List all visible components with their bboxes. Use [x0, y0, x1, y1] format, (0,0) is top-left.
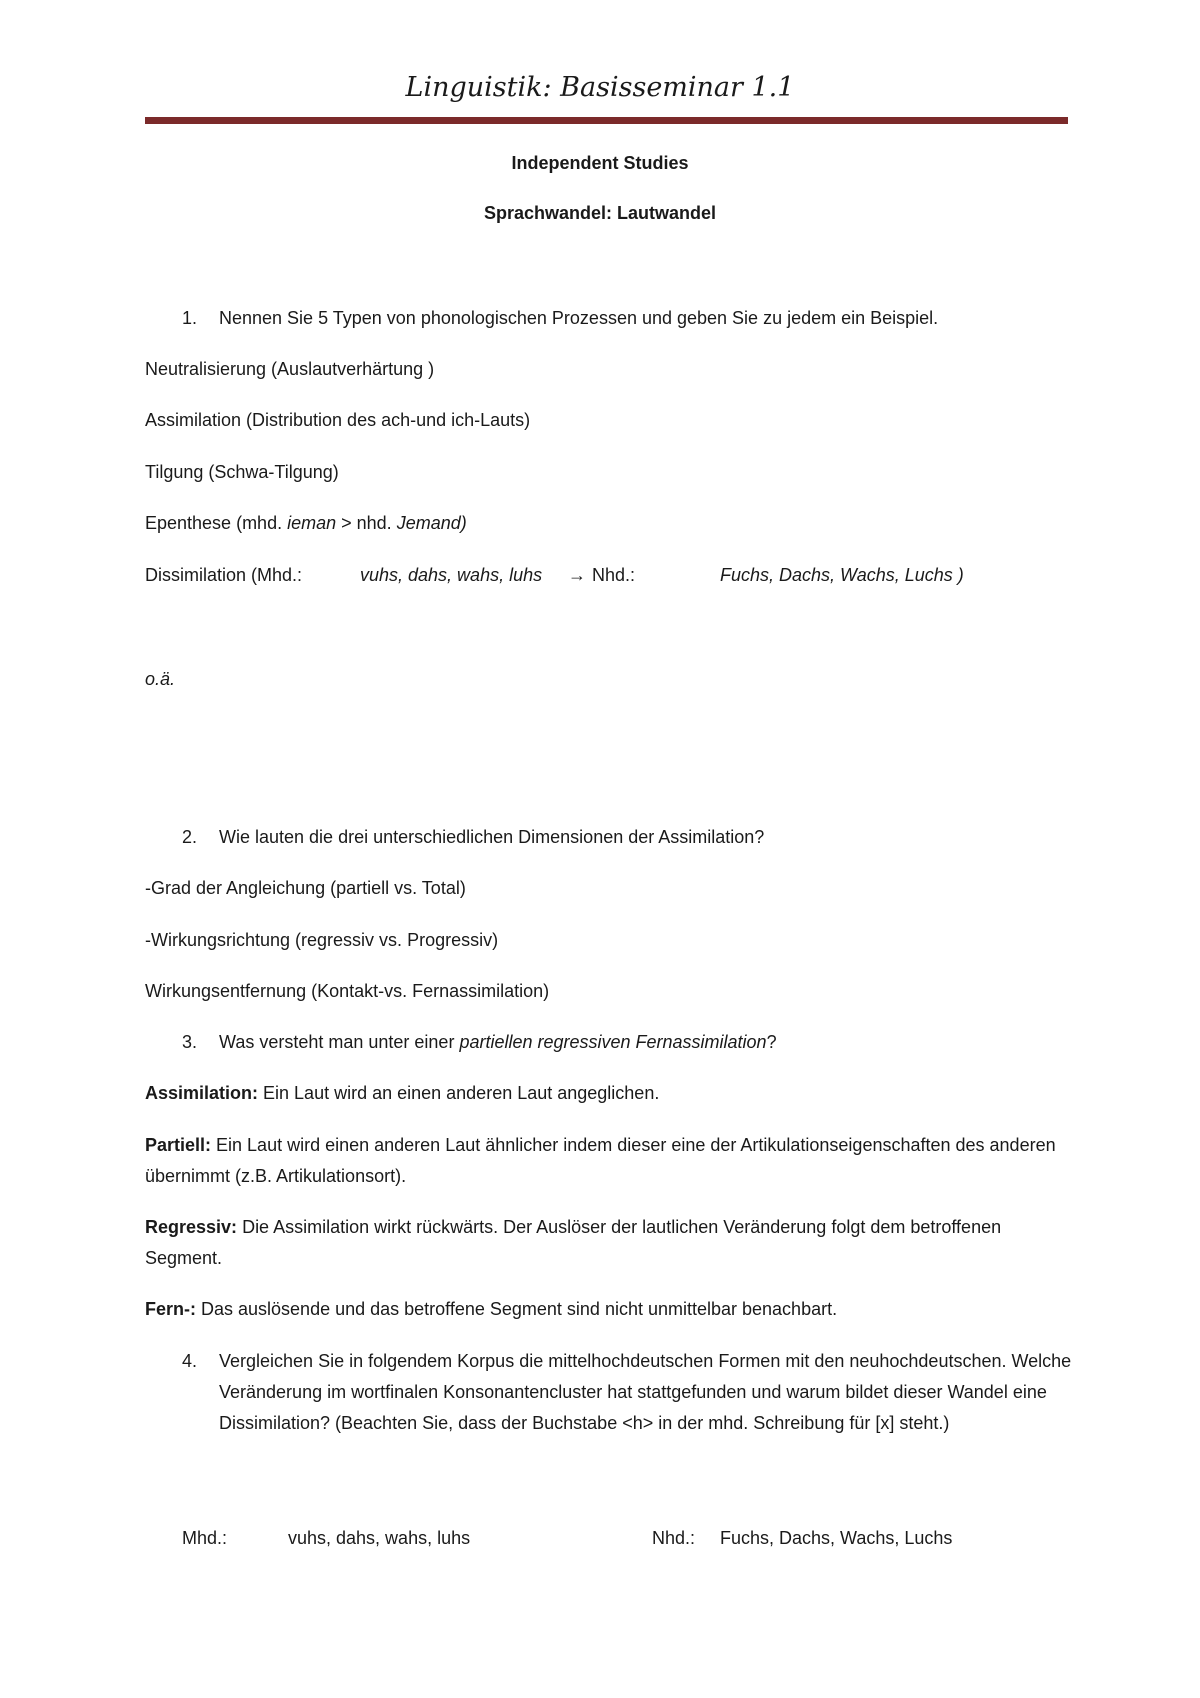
q1-oa: o.ä. — [145, 669, 176, 689]
q1-answer-3: Tilgung (Schwa-Tilgung) — [145, 462, 339, 482]
q3-def-regressiv-text: Die Assimilation wirkt rückwärts. Der Auslöser der lautlichen Veränderung folgt dem betroffenen Segment. — [145, 1217, 1002, 1268]
q2-answer-1: -Grad der Angleichung (partiell vs. Total) — [145, 878, 466, 898]
q1-answer-5-nhd-label: Nhd.: — [592, 565, 636, 585]
q3-def-assimilation-text: Ein Laut wird an einen anderen Laut angeglichen. — [258, 1083, 660, 1103]
q1-number: 1. — [182, 308, 198, 328]
q1-text: Nennen Sie 5 Typen von phonologischen Prozessen und geben Sie zu jedem ein Beispiel. — [219, 308, 939, 328]
header-title: Linguistik: Basisseminar 1.1 — [405, 72, 795, 103]
q1-answer-4-mid: > nhd. — [336, 513, 397, 533]
q1-answer-5-label: Dissimilation (Mhd.: — [145, 565, 303, 585]
q3-def-regressiv-label: Regressiv: — [145, 1217, 238, 1237]
q3-def-partiell-label: Partiell: — [145, 1135, 212, 1155]
q4-mhd-label: Mhd.: — [182, 1528, 228, 1548]
q3-text-pre: Was versteht man unter einer — [219, 1032, 460, 1052]
q1-answer-5-mhd: vuhs, dahs, wahs, luhs — [360, 565, 543, 585]
q4-nhd-forms: Fuchs, Dachs, Wachs, Luchs — [720, 1528, 953, 1548]
q3-def-fern-text: Das auslösende und das betroffene Segment sind nicht unmittelbar benachbart. — [196, 1299, 838, 1319]
q4-number: 4. — [182, 1351, 198, 1371]
q3-def-fern — [145, 1294, 1075, 1325]
q1-answer-2: Assimilation (Distribution des ach-und ich-Lauts) — [145, 410, 531, 430]
q2-answer-2: -Wirkungsrichtung (regressiv vs. Progressiv) — [145, 930, 499, 950]
q1-answer-4-mhd: ieman — [287, 513, 337, 533]
doc-subtitle-1: Independent Studies — [511, 153, 689, 173]
q4-nhd-label: Nhd.: — [652, 1528, 696, 1548]
q2-number: 2. — [182, 827, 198, 847]
q1-answer-5-nhd: Fuchs, Dachs, Wachs, Luchs ) — [720, 565, 964, 585]
q4-mhd-forms: vuhs, dahs, wahs, luhs — [288, 1528, 471, 1548]
doc-subtitle-2: Sprachwandel: Lautwandel — [483, 203, 717, 223]
q1-answer-4-pre: Epenthese (mhd. — [145, 513, 288, 533]
q3-number: 3. — [182, 1032, 198, 1052]
q1-answer-4 — [145, 508, 467, 539]
q3-def-assimilation — [145, 1078, 1075, 1109]
q4-text: Vergleichen Sie in folgendem Korpus die mittelhochdeutschen Formen mit den neuhochdeutschen. Welche Veränderung im wortfinalen Konsonantencluster hat stattgefunden und warum bildet dieser Wandel eine Dissimilation? (Beachten Sie, dass der Buchstabe <h> in der mhd. Schreibung für [x] steht.) — [219, 1351, 1072, 1433]
q3-def-partiell — [145, 1130, 1075, 1192]
q3-def-regressiv — [145, 1212, 1075, 1274]
q3-def-assimilation-label: Assimilation: — [145, 1083, 259, 1103]
q2-answer-3: Wirkungsentfernung (Kontakt-vs. Fernassimilation) — [145, 981, 550, 1001]
q1-answer-4-nhd: Jemand) — [396, 513, 467, 533]
q3-def-fern-label: Fern-: — [145, 1299, 196, 1319]
q1-answer-1: Neutralisierung (Auslautverhärtung ) — [145, 359, 435, 379]
q3-def-partiell-text: Ein Laut wird einen anderen Laut ähnlicher indem dieser eine der Artikulationseigenschaften des anderen übernimmt (z.B. Artikulationsort). — [145, 1135, 1056, 1186]
q3-text-post: ? — [766, 1032, 777, 1052]
q3-text-ital: partiellen regressiven Fernassimilation — [459, 1032, 767, 1052]
q3-text — [219, 1027, 777, 1058]
arrow-right-icon: → — [568, 565, 586, 585]
header-rule — [145, 117, 1068, 124]
q2-text: Wie lauten die drei unterschiedlichen Dimensionen der Assimilation? — [219, 827, 765, 847]
